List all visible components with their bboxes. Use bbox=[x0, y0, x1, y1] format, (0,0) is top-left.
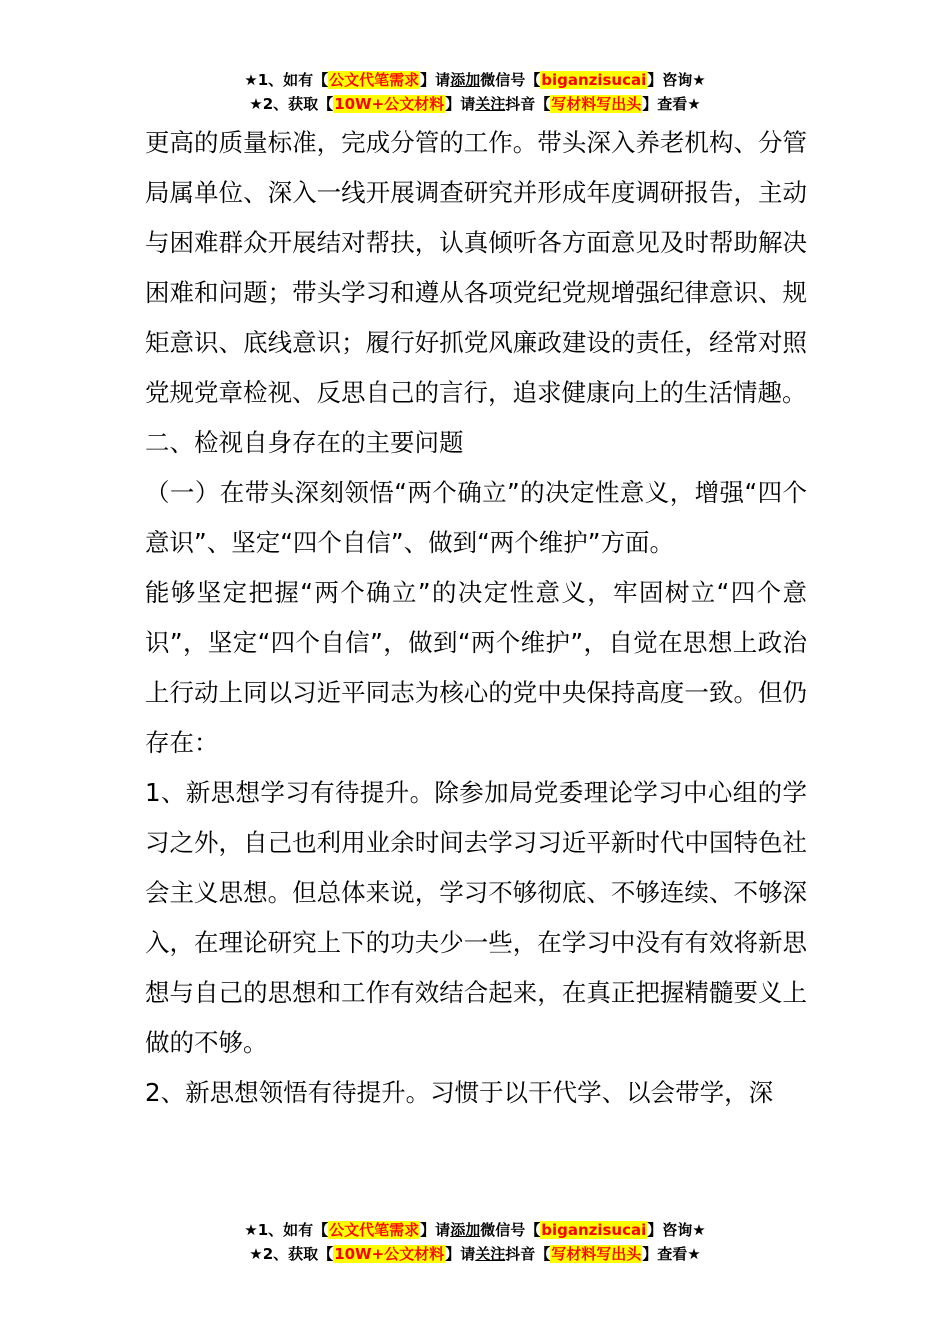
banner-text: 】咨询★ bbox=[647, 71, 706, 89]
banner-text: 】请 bbox=[420, 71, 451, 89]
footer-banner bbox=[0, 1218, 950, 1266]
document-body bbox=[145, 118, 807, 1118]
banner-highlight: 写材料写出头 bbox=[551, 95, 642, 113]
banner-line-2 bbox=[0, 1242, 950, 1266]
list-item: 1、新思想学习有待提升。除参加局党委理论学习中心组的学习之外，自己也利用业余时间去学习习近平新时代中国特色社会主义思想。但总体来说，学习不够彻底、不够连续、不够深入，在理论研究上下的功夫少一些，在学习中没有有效将新思想与自己的思想和工作有效结合起来，在真正把握精髓要义上做的不够。 bbox=[145, 778, 807, 1057]
banner-text: 微信号【 bbox=[480, 1221, 541, 1239]
body-paragraph: 更高的质量标准，完成分管的工作。带头深入养老机构、分管局属单位、深入一线开展调查研究并形成年度调研报告，主动与困难群众开展结对帮扶，认真倾听各方面意见及时帮助解决困难和问题；带头学习和遵从各项党纪党规增强纪律意识、规矩意识、底线意识；履行好抓党风廉政建设的责任，经常对照党规党章检视、反思自己的言行，追求健康向上的生活情趣。 bbox=[145, 128, 807, 407]
header-banner bbox=[0, 68, 950, 116]
list-item: 2、新思想领悟有待提升。习惯于以干代学、以会带学，深 bbox=[145, 1078, 774, 1107]
banner-highlight: biganzisucai bbox=[541, 1221, 647, 1239]
body-paragraph: 能够坚定把握“两个确立”的决定性意义，牢固树立“四个意识”，坚定“四个自信”，做到“两个维护”，自觉在思想上政治上行动上同以习近平同志为核心的党中央保持高度一致。但仍存在： bbox=[145, 578, 807, 757]
banner-highlight: 10W+公文材料 bbox=[334, 95, 445, 113]
banner-line-1 bbox=[0, 1218, 950, 1242]
banner-line-2 bbox=[0, 92, 950, 116]
banner-underline: 关注 bbox=[475, 95, 506, 113]
banner-highlight: 写材料写出头 bbox=[551, 1245, 642, 1263]
banner-text: 微信号【 bbox=[480, 71, 541, 89]
banner-text: ★1、如有【 bbox=[244, 1221, 329, 1239]
banner-text: ★2、获取【 bbox=[249, 1245, 334, 1263]
banner-highlight: 公文代笔需求 bbox=[329, 1221, 420, 1239]
banner-highlight: 公文代笔需求 bbox=[329, 71, 420, 89]
banner-text: ★1、如有【 bbox=[244, 71, 329, 89]
banner-underline: 关注 bbox=[475, 1245, 506, 1263]
banner-text: 】请 bbox=[420, 1221, 451, 1239]
banner-highlight: 10W+公文材料 bbox=[334, 1245, 445, 1263]
banner-text: 】查看★ bbox=[642, 1245, 701, 1263]
banner-text: 】请 bbox=[445, 1245, 476, 1263]
banner-text: 】查看★ bbox=[642, 95, 701, 113]
banner-text: ★2、获取【 bbox=[249, 95, 334, 113]
banner-text: 】请 bbox=[445, 95, 476, 113]
subsection-heading: （一）在带头深刻领悟“两个确立”的决定性意义，增强“四个意识”、坚定“四个自信”、做到“两个维护”方面。 bbox=[145, 478, 807, 557]
banner-text: 抖音【 bbox=[505, 1245, 551, 1263]
banner-text: 抖音【 bbox=[505, 95, 551, 113]
banner-underline: 添加 bbox=[450, 71, 481, 89]
banner-highlight: biganzisucai bbox=[541, 71, 647, 89]
banner-underline: 添加 bbox=[450, 1221, 481, 1239]
banner-text: 】咨询★ bbox=[647, 1221, 706, 1239]
section-heading: 二、检视自身存在的主要问题 bbox=[145, 428, 464, 457]
banner-line-1 bbox=[0, 68, 950, 92]
